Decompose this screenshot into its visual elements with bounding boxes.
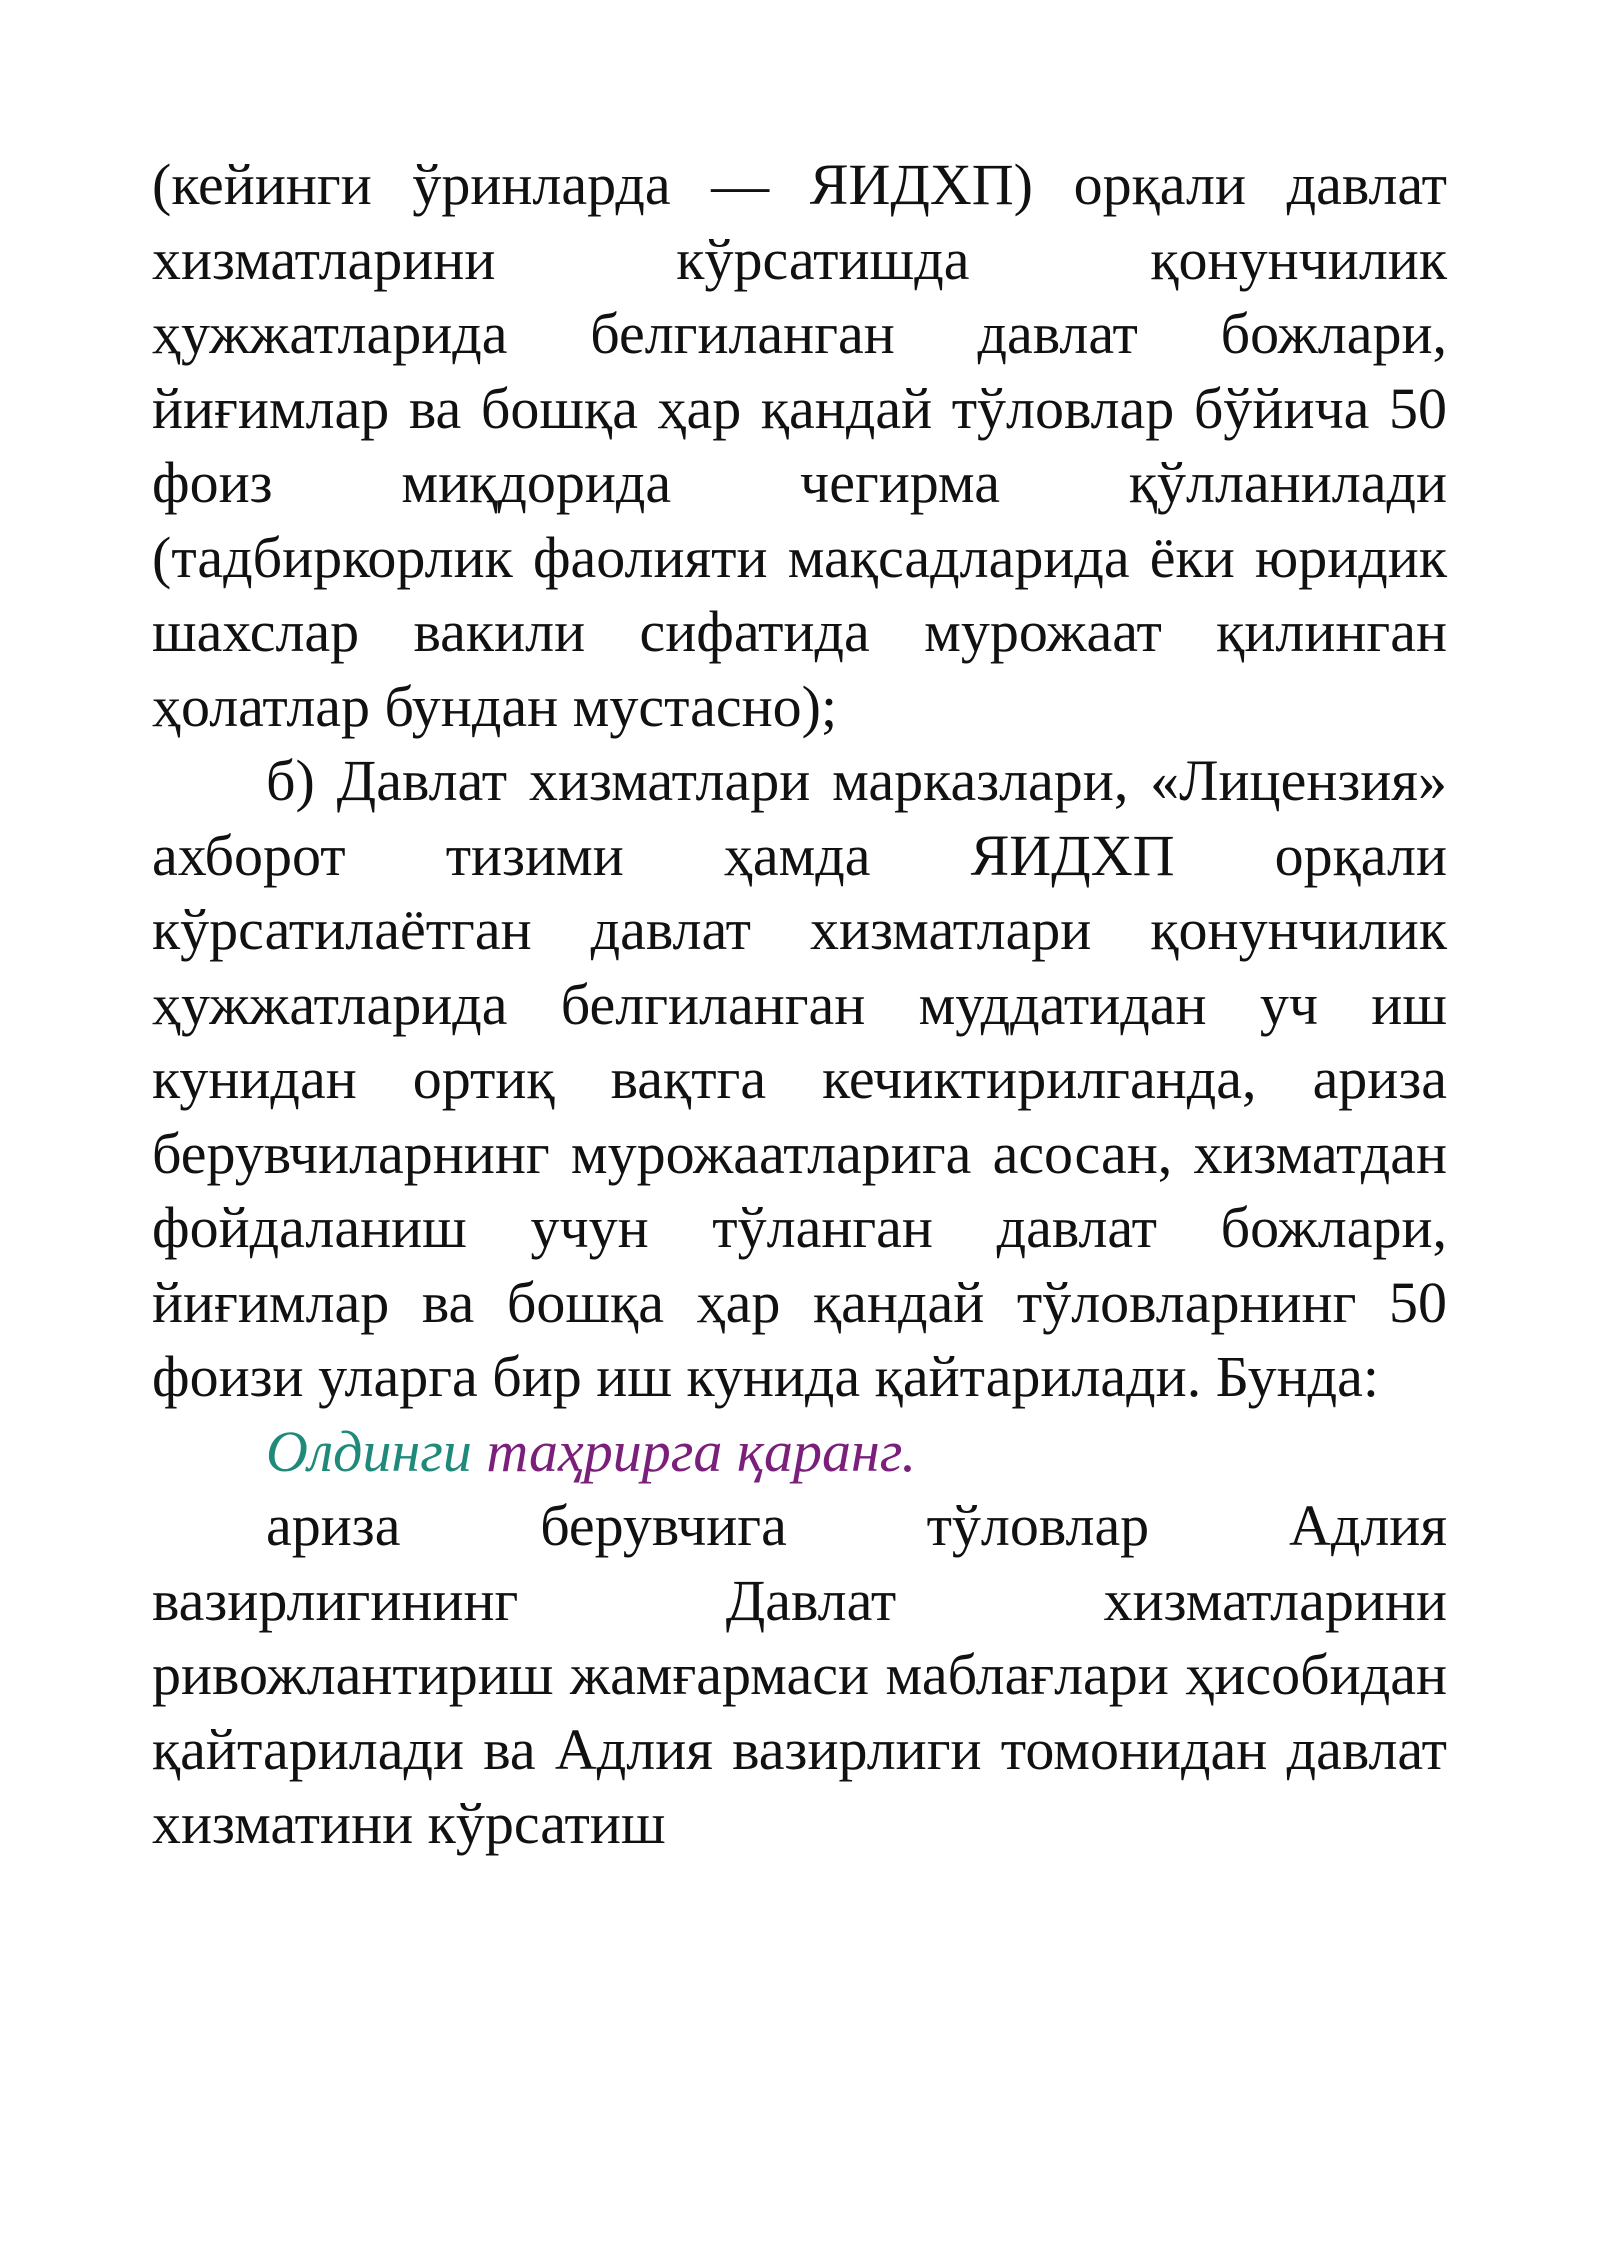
paragraph-a-tail: (кейинги ўринларда — ЯИДХП) орқали давлат хизматларини кўрсатишда қонунчилик ҳужжатларида белгиланган давлат божлари, йиғимлар ва бошқа ҳар қандай тўловлар бўйича 50 фоиз миқдорида чегирма қўлланилади (тадбиркорлик фаолияти мақсадларида ёки юридик шахслар вакили сифатида мурожаат қилинган ҳолатлар бундан мустасно); (152, 152, 1447, 739)
paragraph-c: ариза берувчига тўловлар Адлия вазирлигининг Давлат хизматларини ривожлантириш жамғармаси маблағлари ҳисобидан қайтарилади ва Адлия вазирлиги томонидан давлат хизматини кўрсатиш (152, 1493, 1447, 1856)
link-previous[interactable]: Олдинги (266, 1418, 472, 1484)
previous-edition-note (152, 1415, 1447, 1490)
link-see-edition[interactable]: таҳрирга қаранг. (486, 1418, 917, 1484)
paragraph-b: б) Давлат хизматлари марказлари, «Лицензия» ахборот тизими ҳамда ЯИДХП орқали кўрсатилаётган давлат хизматлари қонунчилик ҳужжатларида белгиланган муддатидан уч иш кунидан ортиқ вақтга кечиктирилганда, ариза берувчиларнинг мурожаатларига асосан, хизматдан фойдаланиш учун тўланган давлат божлари, йиғимлар ва бошқа ҳар қандай тўловларнинг 50 фоизи уларга бир иш кунида қайтарилади. Бунда: (152, 748, 1447, 1409)
document-page (152, 148, 1447, 1862)
